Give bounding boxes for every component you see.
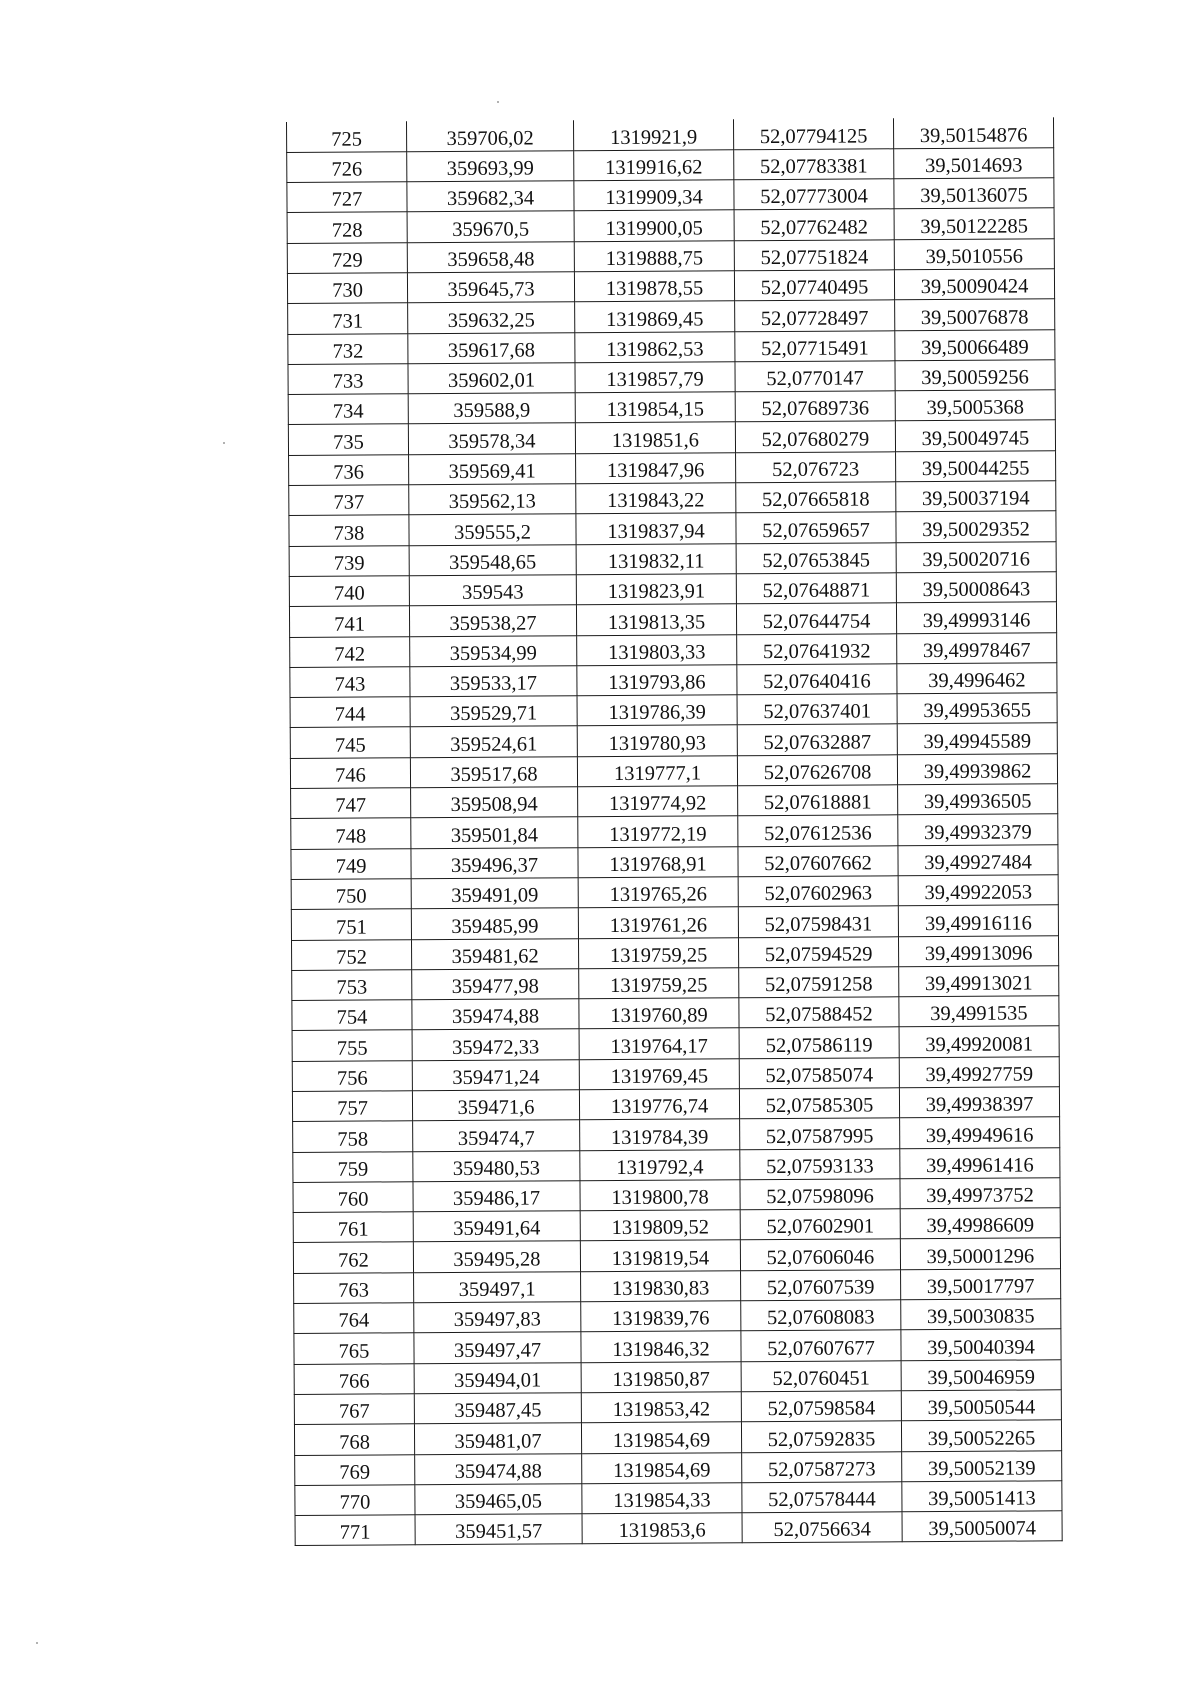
longitude-cell: 39,50044255 <box>896 451 1056 482</box>
y-coordinate-cell: 1319830,83 <box>581 1271 741 1302</box>
longitude-cell: 39,49949616 <box>900 1117 1060 1148</box>
table-row <box>294 1390 1061 1425</box>
y-coordinate-cell: 1319761,26 <box>578 907 738 938</box>
point-number-cell: 739 <box>289 545 409 576</box>
scan-speck <box>497 101 499 103</box>
point-number-cell: 766 <box>294 1363 414 1394</box>
point-number-cell: 761 <box>293 1212 413 1243</box>
x-coordinate-cell: 359602,01 <box>408 363 575 394</box>
longitude-cell: 39,4996462 <box>897 663 1057 694</box>
latitude-cell: 52,07585074 <box>739 1057 899 1088</box>
y-coordinate-cell: 1319888,75 <box>574 240 734 271</box>
x-coordinate-cell: 359474,88 <box>415 1453 582 1484</box>
table-row <box>291 875 1058 910</box>
longitude-cell: 39,49939862 <box>897 754 1057 785</box>
y-coordinate-cell: 1319853,42 <box>581 1392 741 1423</box>
y-coordinate-cell: 1319772,19 <box>578 816 738 847</box>
latitude-cell: 52,07644754 <box>736 603 896 634</box>
longitude-cell: 39,49936505 <box>898 784 1058 815</box>
x-coordinate-cell: 359632,25 <box>408 302 575 333</box>
y-coordinate-cell: 1319760,89 <box>579 998 739 1029</box>
table-row <box>287 238 1054 273</box>
table-row <box>289 481 1056 516</box>
table-row <box>287 269 1054 304</box>
table-row <box>291 905 1058 940</box>
table-row <box>295 1511 1062 1546</box>
point-number-cell: 743 <box>290 667 410 698</box>
table-row <box>288 390 1055 425</box>
x-coordinate-cell: 359658,48 <box>407 241 574 272</box>
y-coordinate-cell: 1319850,87 <box>581 1361 741 1392</box>
table-row <box>287 178 1054 213</box>
longitude-cell: 39,49938397 <box>899 1087 1059 1118</box>
latitude-cell: 52,07762482 <box>734 209 894 240</box>
scan-speck <box>223 442 225 444</box>
y-coordinate-cell: 1319786,39 <box>577 695 737 726</box>
latitude-cell: 52,07715491 <box>735 330 895 361</box>
longitude-cell: 39,50017797 <box>901 1269 1061 1300</box>
y-coordinate-cell: 1319869,45 <box>575 301 735 332</box>
point-number-cell: 749 <box>291 848 411 879</box>
table-row <box>292 996 1059 1031</box>
point-number-cell: 741 <box>289 606 409 637</box>
longitude-cell: 39,49953655 <box>897 693 1057 724</box>
x-coordinate-cell: 359645,73 <box>407 272 574 303</box>
x-coordinate-cell: 359481,62 <box>411 938 578 969</box>
table-row <box>290 632 1057 667</box>
latitude-cell: 52,07606046 <box>740 1239 900 1270</box>
table-row <box>288 360 1055 395</box>
y-coordinate-cell: 1319854,69 <box>582 1452 742 1483</box>
longitude-cell: 39,50029352 <box>896 511 1056 542</box>
latitude-cell: 52,07641932 <box>737 633 897 664</box>
x-coordinate-cell: 359508,94 <box>411 787 578 818</box>
y-coordinate-cell: 1319793,86 <box>577 665 737 696</box>
latitude-cell: 52,07598584 <box>741 1391 901 1422</box>
point-number-cell: 740 <box>289 576 409 607</box>
point-number-cell: 748 <box>291 818 411 849</box>
point-number-cell: 745 <box>290 727 410 758</box>
point-number-cell: 764 <box>294 1303 414 1334</box>
x-coordinate-cell: 359474,7 <box>413 1120 580 1151</box>
x-coordinate-cell: 359472,33 <box>412 1029 579 1060</box>
y-coordinate-cell: 1319916,62 <box>574 150 734 181</box>
x-coordinate-cell: 359494,01 <box>414 1362 581 1393</box>
longitude-cell: 39,49945589 <box>897 723 1057 754</box>
x-coordinate-cell: 359451,57 <box>415 1514 582 1545</box>
longitude-cell: 39,49927484 <box>898 844 1058 875</box>
x-coordinate-cell: 359670,5 <box>407 211 574 242</box>
x-coordinate-cell: 359501,84 <box>411 817 578 848</box>
x-coordinate-cell: 359481,07 <box>414 1423 581 1454</box>
table-row <box>289 572 1056 607</box>
point-number-cell: 754 <box>292 1000 412 1031</box>
longitude-cell: 39,50136075 <box>894 178 1054 209</box>
point-number-cell: 750 <box>291 879 411 910</box>
latitude-cell: 52,07608083 <box>741 1300 901 1331</box>
table-row <box>289 541 1056 576</box>
latitude-cell: 52,07612536 <box>738 815 898 846</box>
x-coordinate-cell: 359682,34 <box>407 181 574 212</box>
point-number-cell: 758 <box>293 1121 413 1152</box>
table-row <box>291 935 1058 970</box>
x-coordinate-cell: 359465,05 <box>415 1484 582 1515</box>
longitude-cell: 39,5014693 <box>894 148 1054 179</box>
longitude-cell: 39,49916116 <box>898 905 1058 936</box>
latitude-cell: 52,07578444 <box>742 1482 902 1513</box>
longitude-cell: 39,49913021 <box>899 966 1059 997</box>
x-coordinate-cell: 359487,45 <box>414 1393 581 1424</box>
table-row <box>293 1117 1060 1152</box>
table-row <box>293 1208 1060 1243</box>
y-coordinate-cell: 1319878,55 <box>574 271 734 302</box>
point-number-cell: 738 <box>289 515 409 546</box>
point-number-cell: 753 <box>292 970 412 1001</box>
point-number-cell: 737 <box>289 485 409 516</box>
latitude-cell: 52,07783381 <box>734 149 894 180</box>
x-coordinate-cell: 359617,68 <box>408 332 575 363</box>
latitude-cell: 52,07587995 <box>740 1118 900 1149</box>
longitude-cell: 39,5010556 <box>894 238 1054 269</box>
x-coordinate-cell: 359533,17 <box>410 666 577 697</box>
table-row <box>288 420 1055 455</box>
longitude-cell: 39,49973752 <box>900 1178 1060 1209</box>
table-row <box>291 784 1058 819</box>
x-coordinate-cell: 359693,99 <box>407 151 574 182</box>
latitude-cell: 52,07728497 <box>735 300 895 331</box>
table-row <box>290 723 1057 758</box>
longitude-cell: 39,50090424 <box>894 269 1054 300</box>
longitude-cell: 39,49922053 <box>898 875 1058 906</box>
point-number-cell: 751 <box>291 909 411 940</box>
x-coordinate-cell: 359529,71 <box>410 696 577 727</box>
y-coordinate-cell: 1319759,25 <box>579 968 739 999</box>
y-coordinate-cell: 1319854,69 <box>581 1422 741 1453</box>
y-coordinate-cell: 1319776,74 <box>579 1089 739 1120</box>
longitude-cell: 39,50030835 <box>901 1299 1061 1330</box>
table-row <box>290 754 1057 789</box>
y-coordinate-cell: 1319813,35 <box>576 604 736 635</box>
latitude-cell: 52,07591258 <box>739 967 899 998</box>
x-coordinate-cell: 359562,13 <box>409 484 576 515</box>
y-coordinate-cell: 1319843,22 <box>576 483 736 514</box>
longitude-cell: 39,50037194 <box>896 481 1056 512</box>
longitude-cell: 39,50154876 <box>893 117 1053 148</box>
y-coordinate-cell: 1319847,96 <box>576 453 736 484</box>
longitude-cell: 39,49913096 <box>898 935 1058 966</box>
point-number-cell: 742 <box>290 636 410 667</box>
y-coordinate-cell: 1319854,33 <box>582 1483 742 1514</box>
point-number-cell: 747 <box>291 788 411 819</box>
longitude-cell: 39,50046959 <box>901 1359 1061 1390</box>
latitude-cell: 52,07680279 <box>735 421 895 452</box>
point-number-cell: 765 <box>294 1333 414 1364</box>
x-coordinate-cell: 359517,68 <box>410 756 577 787</box>
table-row <box>289 602 1056 637</box>
x-coordinate-cell: 359578,34 <box>408 423 575 454</box>
x-coordinate-cell: 359480,53 <box>413 1150 580 1181</box>
latitude-cell: 52,07607662 <box>738 845 898 876</box>
point-number-cell: 746 <box>290 757 410 788</box>
table-row <box>295 1450 1062 1485</box>
scan-speck <box>36 1642 38 1644</box>
longitude-cell: 39,50066489 <box>895 329 1055 360</box>
x-coordinate-cell: 359569,41 <box>409 454 576 485</box>
latitude-cell: 52,07626708 <box>737 755 897 786</box>
table-row <box>287 148 1054 183</box>
point-number-cell: 726 <box>287 152 407 183</box>
y-coordinate-cell: 1319854,15 <box>575 392 735 423</box>
point-number-cell: 763 <box>294 1273 414 1304</box>
table-row <box>292 1026 1059 1061</box>
point-number-cell: 752 <box>291 939 411 970</box>
latitude-cell: 52,07602901 <box>740 1209 900 1240</box>
table-row <box>290 663 1057 698</box>
y-coordinate-cell: 1319809,52 <box>580 1210 740 1241</box>
table-row <box>292 1087 1059 1122</box>
y-coordinate-cell: 1319853,6 <box>582 1513 742 1544</box>
table-row <box>289 451 1056 486</box>
x-coordinate-cell: 359491,64 <box>413 1211 580 1242</box>
table-row <box>293 1147 1060 1182</box>
table-row <box>290 693 1057 728</box>
latitude-cell: 52,07602963 <box>738 876 898 907</box>
longitude-cell: 39,50052139 <box>902 1450 1062 1481</box>
table-row <box>295 1481 1062 1516</box>
x-coordinate-cell: 359538,27 <box>409 605 576 636</box>
latitude-cell: 52,07740495 <box>734 270 894 301</box>
x-coordinate-cell: 359534,99 <box>410 635 577 666</box>
latitude-cell: 52,07665818 <box>736 482 896 513</box>
table-row <box>293 1238 1060 1273</box>
latitude-cell: 52,07653845 <box>736 542 896 573</box>
y-coordinate-cell: 1319921,9 <box>573 119 733 150</box>
point-number-cell: 756 <box>292 1060 412 1091</box>
table-row <box>294 1359 1061 1394</box>
table-row <box>288 329 1055 364</box>
x-coordinate-cell: 359543 <box>409 575 576 606</box>
y-coordinate-cell: 1319792,4 <box>580 1149 740 1180</box>
x-coordinate-cell: 359495,28 <box>413 1241 580 1272</box>
point-number-cell: 734 <box>288 394 408 425</box>
longitude-cell: 39,50008643 <box>896 572 1056 603</box>
point-number-cell: 731 <box>288 303 408 334</box>
point-number-cell: 762 <box>293 1242 413 1273</box>
longitude-cell: 39,4991535 <box>899 996 1059 1027</box>
y-coordinate-cell: 1319765,26 <box>578 877 738 908</box>
y-coordinate-cell: 1319759,25 <box>578 937 738 968</box>
point-number-cell: 771 <box>295 1515 415 1546</box>
longitude-cell: 39,50051413 <box>902 1481 1062 1512</box>
y-coordinate-cell: 1319777,1 <box>577 755 737 786</box>
longitude-cell: 39,50040394 <box>901 1329 1061 1360</box>
y-coordinate-cell: 1319764,17 <box>579 1028 739 1059</box>
y-coordinate-cell: 1319900,05 <box>574 210 734 241</box>
table-row <box>287 117 1054 152</box>
latitude-cell: 52,07648871 <box>736 573 896 604</box>
x-coordinate-cell: 359477,98 <box>412 969 579 1000</box>
x-coordinate-cell: 359471,24 <box>412 1059 579 1090</box>
table-row <box>294 1269 1061 1304</box>
y-coordinate-cell: 1319774,92 <box>578 786 738 817</box>
latitude-cell: 52,07618881 <box>738 785 898 816</box>
y-coordinate-cell: 1319800,78 <box>580 1180 740 1211</box>
x-coordinate-cell: 359555,2 <box>409 514 576 545</box>
longitude-cell: 39,50020716 <box>896 541 1056 572</box>
point-number-cell: 730 <box>287 273 407 304</box>
point-number-cell: 727 <box>287 182 407 213</box>
point-number-cell: 732 <box>288 333 408 364</box>
x-coordinate-cell: 359497,83 <box>414 1302 581 1333</box>
y-coordinate-cell: 1319769,45 <box>579 1058 739 1089</box>
coordinate-table <box>286 117 1063 1546</box>
y-coordinate-cell: 1319784,39 <box>580 1119 740 1150</box>
longitude-cell: 39,50059256 <box>895 360 1055 391</box>
x-coordinate-cell: 359497,47 <box>414 1332 581 1363</box>
table-row <box>291 814 1058 849</box>
point-number-cell: 728 <box>287 212 407 243</box>
y-coordinate-cell: 1319780,93 <box>577 725 737 756</box>
x-coordinate-cell: 359548,65 <box>409 544 576 575</box>
point-number-cell: 733 <box>288 364 408 395</box>
point-number-cell: 757 <box>292 1091 412 1122</box>
longitude-cell: 39,50076878 <box>895 299 1055 330</box>
table-body <box>287 117 1063 1546</box>
y-coordinate-cell: 1319909,34 <box>574 180 734 211</box>
x-coordinate-cell: 359588,9 <box>408 393 575 424</box>
table-row <box>292 1056 1059 1091</box>
longitude-cell: 39,50052265 <box>901 1420 1061 1451</box>
latitude-cell: 52,0760451 <box>741 1360 901 1391</box>
x-coordinate-cell: 359524,61 <box>410 726 577 757</box>
longitude-cell: 39,50001296 <box>900 1238 1060 1269</box>
longitude-cell: 39,49932379 <box>898 814 1058 845</box>
latitude-cell: 52,0756634 <box>742 1512 902 1543</box>
latitude-cell: 52,07592835 <box>741 1421 901 1452</box>
table-row <box>287 208 1054 243</box>
longitude-cell: 39,49927759 <box>899 1056 1059 1087</box>
latitude-cell: 52,076723 <box>736 452 896 483</box>
point-number-cell: 760 <box>293 1182 413 1213</box>
point-number-cell: 736 <box>289 455 409 486</box>
latitude-cell: 52,07585305 <box>739 1088 899 1119</box>
y-coordinate-cell: 1319837,94 <box>576 513 736 544</box>
y-coordinate-cell: 1319819,54 <box>580 1240 740 1271</box>
latitude-cell: 52,07593133 <box>740 1148 900 1179</box>
point-number-cell: 725 <box>287 121 407 152</box>
point-number-cell: 769 <box>295 1454 415 1485</box>
longitude-cell: 39,50050544 <box>901 1390 1061 1421</box>
longitude-cell: 39,50122285 <box>894 208 1054 239</box>
latitude-cell: 52,07607677 <box>741 1330 901 1361</box>
y-coordinate-cell: 1319803,33 <box>577 634 737 665</box>
table-row <box>293 1178 1060 1213</box>
latitude-cell: 52,07794125 <box>733 118 893 149</box>
x-coordinate-cell: 359496,37 <box>411 847 578 878</box>
x-coordinate-cell: 359491,09 <box>411 878 578 909</box>
table-row <box>288 299 1055 334</box>
x-coordinate-cell: 359474,88 <box>412 999 579 1030</box>
longitude-cell: 39,50050074 <box>902 1511 1062 1542</box>
x-coordinate-cell: 359706,02 <box>406 120 573 151</box>
longitude-cell: 39,49978467 <box>897 632 1057 663</box>
point-number-cell: 770 <box>295 1485 415 1516</box>
x-coordinate-cell: 359497,1 <box>414 1272 581 1303</box>
latitude-cell: 52,07632887 <box>737 724 897 755</box>
y-coordinate-cell: 1319823,91 <box>576 574 736 605</box>
table-row <box>294 1329 1061 1364</box>
latitude-cell: 52,07594529 <box>738 936 898 967</box>
latitude-cell: 52,07587273 <box>742 1451 902 1482</box>
latitude-cell: 52,0770147 <box>735 361 895 392</box>
y-coordinate-cell: 1319851,6 <box>575 422 735 453</box>
longitude-cell: 39,49961416 <box>900 1147 1060 1178</box>
y-coordinate-cell: 1319832,11 <box>576 543 736 574</box>
table-row <box>289 511 1056 546</box>
point-number-cell: 755 <box>292 1030 412 1061</box>
longitude-cell: 39,49920081 <box>899 1026 1059 1057</box>
latitude-cell: 52,07640416 <box>737 664 897 695</box>
y-coordinate-cell: 1319839,76 <box>581 1301 741 1332</box>
latitude-cell: 52,07637401 <box>737 694 897 725</box>
y-coordinate-cell: 1319862,53 <box>575 331 735 362</box>
longitude-cell: 39,5005368 <box>895 390 1055 421</box>
point-number-cell: 768 <box>294 1424 414 1455</box>
point-number-cell: 744 <box>290 697 410 728</box>
point-number-cell: 729 <box>287 242 407 273</box>
latitude-cell: 52,07659657 <box>736 512 896 543</box>
x-coordinate-cell: 359471,6 <box>412 1090 579 1121</box>
table-row <box>294 1299 1061 1334</box>
table-row <box>291 844 1058 879</box>
longitude-cell: 39,50049745 <box>895 420 1055 451</box>
x-coordinate-cell: 359486,17 <box>413 1181 580 1212</box>
table-row <box>292 966 1059 1001</box>
longitude-cell: 39,49993146 <box>896 602 1056 633</box>
point-number-cell: 759 <box>293 1151 413 1182</box>
latitude-cell: 52,07773004 <box>734 179 894 210</box>
latitude-cell: 52,07689736 <box>735 391 895 422</box>
latitude-cell: 52,07588452 <box>739 997 899 1028</box>
longitude-cell: 39,49986609 <box>900 1208 1060 1239</box>
latitude-cell: 52,07751824 <box>734 239 894 270</box>
latitude-cell: 52,07598431 <box>738 906 898 937</box>
point-number-cell: 767 <box>294 1394 414 1425</box>
latitude-cell: 52,07607539 <box>741 1270 901 1301</box>
latitude-cell: 52,07586119 <box>739 1027 899 1058</box>
point-number-cell: 735 <box>288 424 408 455</box>
y-coordinate-cell: 1319846,32 <box>581 1331 741 1362</box>
x-coordinate-cell: 359485,99 <box>411 908 578 939</box>
table-row <box>294 1420 1061 1455</box>
y-coordinate-cell: 1319768,91 <box>578 846 738 877</box>
latitude-cell: 52,07598096 <box>740 1179 900 1210</box>
y-coordinate-cell: 1319857,79 <box>575 362 735 393</box>
